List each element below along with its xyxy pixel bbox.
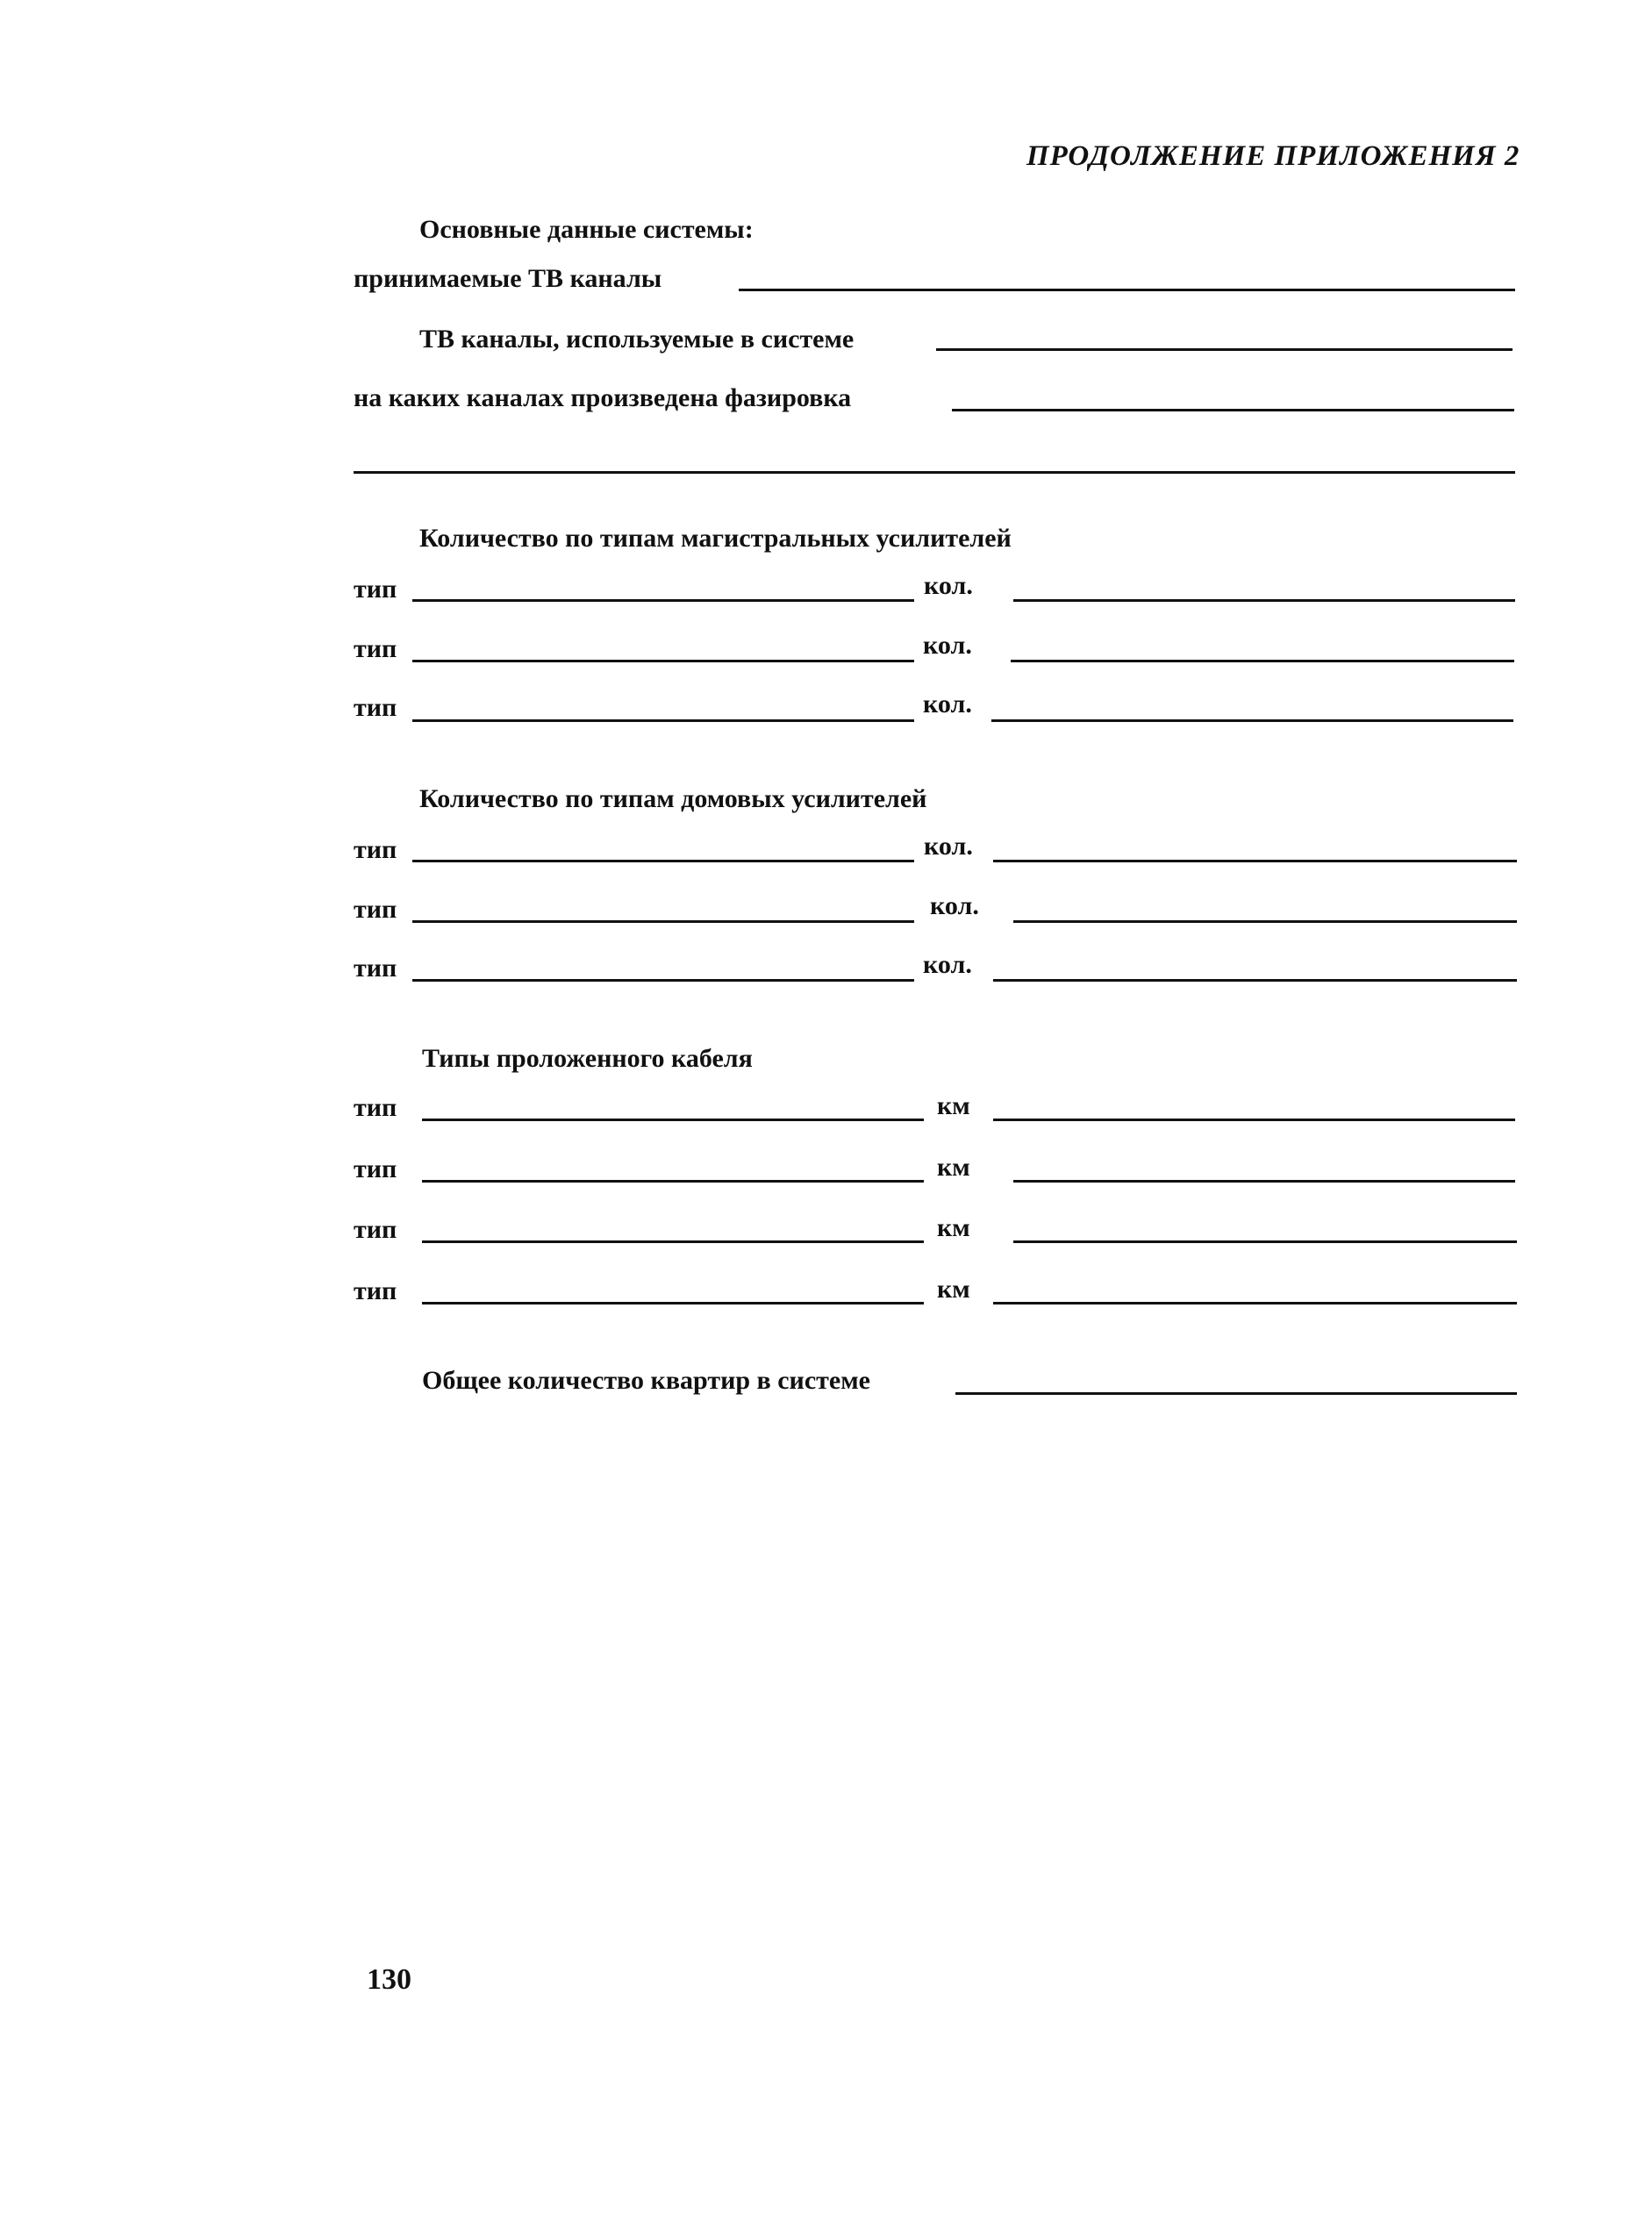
trunk-qty-field[interactable] <box>1011 660 1514 662</box>
house-type-label: тип <box>354 835 397 864</box>
house-amplifiers-heading: Количество по типам домовых усилителей <box>419 784 927 813</box>
trunk-type-label: тип <box>354 634 397 663</box>
trunk-amplifiers-heading: Количество по типам магистральных усилителей <box>419 524 1012 553</box>
cable-km-field[interactable] <box>1013 1240 1517 1243</box>
cable-types-heading: Типы проложенного кабеля <box>422 1044 753 1073</box>
cable-km-label: км <box>937 1091 970 1120</box>
phasing-channels-field-continuation[interactable] <box>354 471 1515 474</box>
trunk-qty-label: кол. <box>923 690 972 718</box>
trunk-type-field[interactable] <box>412 660 914 662</box>
phasing-channels-label: на каких каналах произведена фазировка <box>354 383 852 412</box>
house-qty-field[interactable] <box>993 979 1517 982</box>
received-channels-label: принимаемые ТВ каналы <box>354 264 662 293</box>
house-qty-label: кол. <box>930 891 979 920</box>
house-qty-label: кол. <box>923 950 972 979</box>
trunk-type-field[interactable] <box>412 599 914 602</box>
trunk-type-label: тип <box>354 693 397 722</box>
cable-type-field[interactable] <box>422 1240 924 1243</box>
house-type-field[interactable] <box>412 860 914 862</box>
trunk-type-field[interactable] <box>412 719 914 722</box>
house-qty-label: кол. <box>924 832 973 861</box>
used-channels-label: ТВ каналы, используемые в системе <box>419 325 855 354</box>
trunk-qty-label: кол. <box>923 631 972 660</box>
page-number: 130 <box>367 1963 411 1996</box>
house-type-label: тип <box>354 954 397 983</box>
cable-km-field[interactable] <box>1013 1180 1515 1183</box>
house-qty-field[interactable] <box>993 860 1517 862</box>
cable-km-label: км <box>937 1275 970 1304</box>
house-type-field[interactable] <box>412 920 914 923</box>
trunk-qty-field[interactable] <box>1013 599 1515 602</box>
cable-km-label: км <box>937 1153 970 1182</box>
cable-type-label: тип <box>354 1276 397 1305</box>
received-channels-field[interactable] <box>739 289 1515 291</box>
house-type-label: тип <box>354 895 397 924</box>
phasing-channels-field[interactable] <box>952 409 1514 411</box>
house-qty-field[interactable] <box>1013 920 1517 923</box>
trunk-qty-label: кол. <box>924 571 973 600</box>
house-type-field[interactable] <box>412 979 914 982</box>
cable-km-label: км <box>937 1213 970 1242</box>
apartments-total-label: Общее количество квартир в системе <box>422 1366 870 1395</box>
system-data-heading: Основные данные системы: <box>419 215 754 244</box>
cable-type-field[interactable] <box>422 1119 924 1121</box>
trunk-qty-field[interactable] <box>991 719 1513 722</box>
appendix-header: ПРОДОЛЖЕНИЕ ПРИЛОЖЕНИЯ 2 <box>1026 140 1520 172</box>
cable-type-field[interactable] <box>422 1180 924 1183</box>
cable-type-label: тип <box>354 1093 397 1122</box>
cable-type-field[interactable] <box>422 1302 924 1304</box>
cable-km-field[interactable] <box>993 1302 1517 1304</box>
trunk-type-label: тип <box>354 575 397 604</box>
apartments-total-field[interactable] <box>955 1392 1517 1395</box>
cable-km-field[interactable] <box>993 1119 1515 1121</box>
used-channels-field[interactable] <box>936 348 1513 351</box>
cable-type-label: тип <box>354 1215 397 1244</box>
cable-type-label: тип <box>354 1154 397 1183</box>
